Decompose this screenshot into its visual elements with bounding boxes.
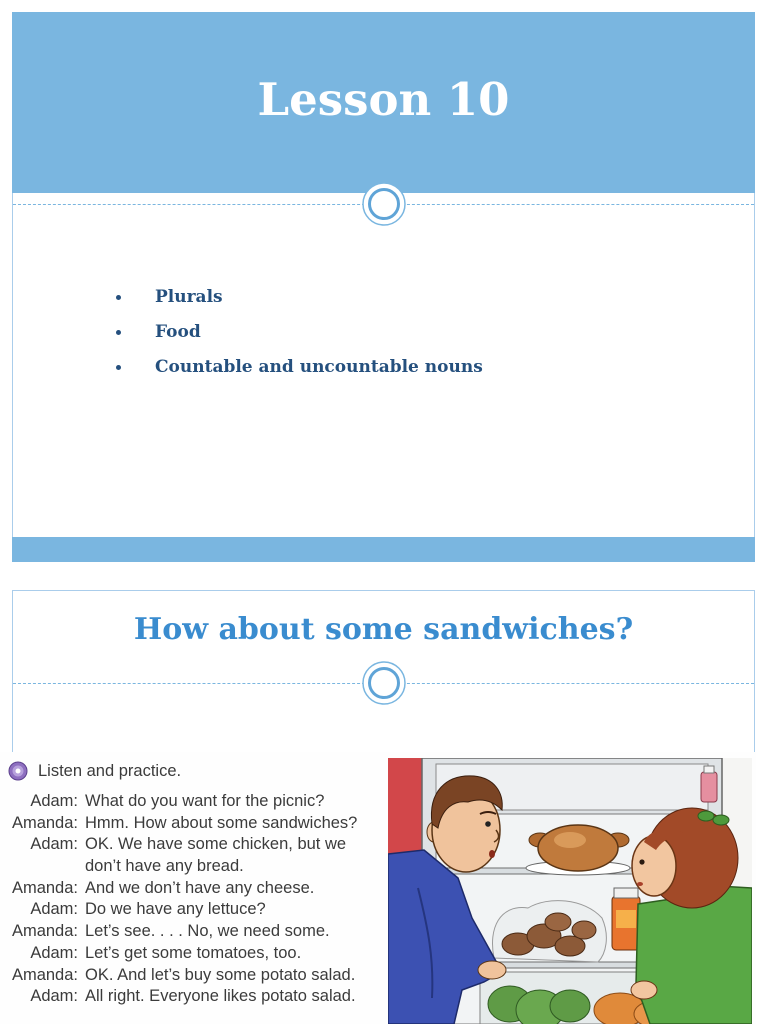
dialogue-line xyxy=(0,791,380,813)
audio-disc-icon xyxy=(8,761,28,781)
pink-bottle-cap xyxy=(704,766,714,773)
exercise-instruction xyxy=(0,760,370,782)
instruction-text: Listen and practice. xyxy=(38,762,182,780)
adam-mouth xyxy=(489,850,495,858)
speaker-name: Amanda: xyxy=(11,813,78,832)
speech-text: Let’s get some tomatoes, too. xyxy=(85,943,302,962)
bag-item xyxy=(572,921,596,939)
adam-hand xyxy=(478,961,506,979)
amanda-bow-left xyxy=(698,811,714,821)
textbook-excerpt xyxy=(0,752,756,1024)
ring-ornament-icon xyxy=(360,659,408,707)
dialogue-line xyxy=(0,813,380,835)
jar-label xyxy=(616,910,636,928)
dialogue-line xyxy=(0,921,380,943)
dialogue-line xyxy=(0,943,380,965)
amanda-hand xyxy=(631,981,657,999)
ring-ornament-icon xyxy=(360,180,408,228)
speech-text: Let’s see. . . . No, we need some. xyxy=(85,922,330,941)
speaker-name: Amanda: xyxy=(11,878,78,897)
speaker-name: Adam: xyxy=(30,792,78,810)
speech-text: Do we have any lettuce? xyxy=(85,900,266,919)
dialogue xyxy=(0,791,380,1008)
jar-lid xyxy=(614,888,638,898)
list-item xyxy=(116,280,483,315)
dialogue-line xyxy=(0,899,380,921)
amanda-eye xyxy=(639,859,644,864)
list-item xyxy=(116,315,483,350)
dialogue-line-continuation xyxy=(0,856,380,878)
slide-title: Lesson 10 xyxy=(257,73,510,126)
dialogue-line xyxy=(0,965,380,987)
slide-lesson xyxy=(12,12,755,562)
bullet-dot-icon xyxy=(116,365,121,370)
speech-text: Hmm. How about some sandwiches? xyxy=(85,813,358,832)
list-item-label: Plurals xyxy=(155,287,223,307)
speaker-name: Adam: xyxy=(30,943,78,962)
topic-list xyxy=(116,280,483,385)
slide-footer-band xyxy=(12,537,755,562)
bag-item xyxy=(545,913,571,931)
speech-text: OK. And let’s buy some potato salad. xyxy=(85,965,356,984)
speaker-name: Adam: xyxy=(30,835,78,854)
bullet-dot-icon xyxy=(116,295,121,300)
speech-text: All right. Everyone likes potato salad. xyxy=(85,987,356,1006)
slide-title: How about some sandwiches? xyxy=(133,612,634,647)
amanda-bow-right xyxy=(713,815,729,825)
speech-text: don’t have any bread. xyxy=(85,857,244,876)
roast-turkey xyxy=(538,825,618,871)
speaker-name: Adam: xyxy=(30,987,78,1006)
lettuce xyxy=(550,990,590,1022)
dialogue-line xyxy=(0,986,380,1008)
dialogue-line xyxy=(0,878,380,900)
list-item-label: Food xyxy=(155,322,201,342)
dialogue-line xyxy=(0,834,380,856)
speaker-name: Amanda: xyxy=(11,965,78,984)
list-item-label: Countable and uncountable nouns xyxy=(155,357,483,377)
speaker-name: Adam: xyxy=(30,900,78,919)
list-item xyxy=(116,350,483,385)
pink-bottle xyxy=(701,772,717,802)
fridge-illustration xyxy=(388,758,752,1024)
bullet-dot-icon xyxy=(116,330,121,335)
slide-header-band xyxy=(12,12,755,193)
speech-text: What do you want for the picnic? xyxy=(85,792,325,810)
speaker-name: Amanda: xyxy=(11,922,78,941)
speech-text: And we don’t have any cheese. xyxy=(85,878,315,897)
amanda-mouth xyxy=(637,882,643,886)
speech-text: OK. We have some chicken, but we xyxy=(85,835,347,854)
turkey-highlight xyxy=(554,832,586,848)
adam-eye xyxy=(485,821,491,827)
